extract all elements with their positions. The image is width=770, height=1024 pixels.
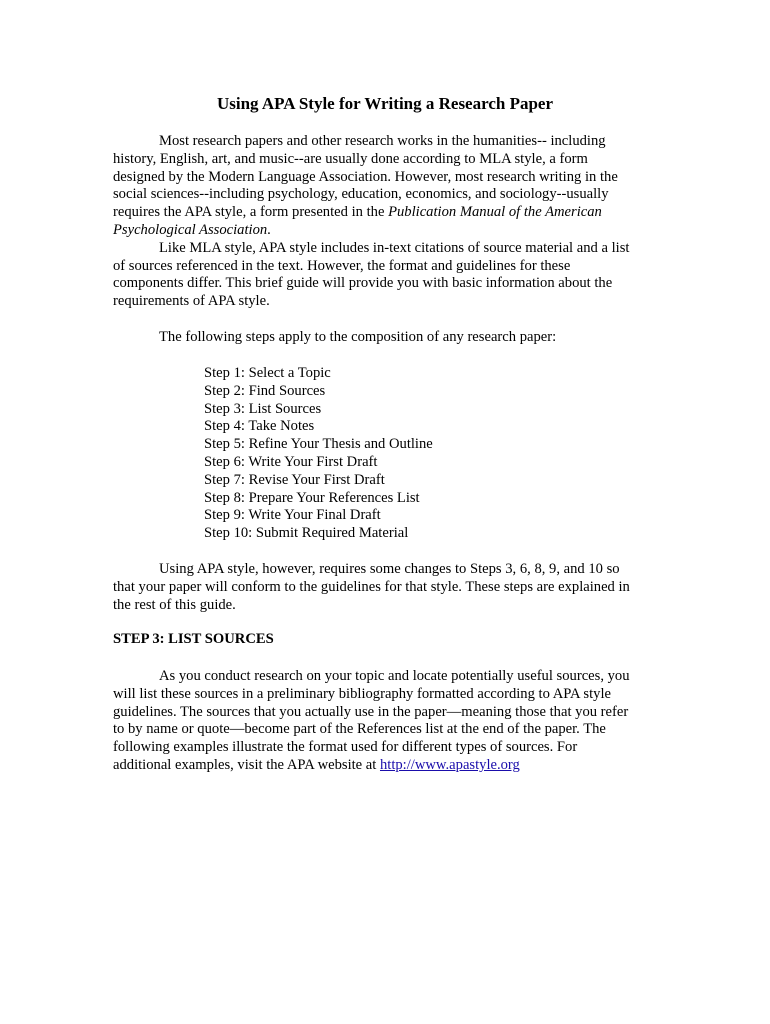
list-sources-line-2: will list these sources in a preliminary bibliography formatted according to APA style: [113, 685, 611, 702]
intro-p1-line-1: Most research papers and other research works in the humanities-- including: [159, 133, 606, 149]
list-sources-line-5: following examples illustrate the format used for different types of sources. For: [113, 739, 578, 756]
intro-p2-line-3: components differ. This brief guide will provide you with basic information about the: [113, 275, 613, 292]
list-sources-line-4: to by name or quote—become part of the References list at the end of the paper. The: [113, 721, 606, 738]
changes-line-2: that your paper will conform to the guidelines for that style. These steps are explained in: [113, 578, 630, 595]
steps-intro: [113, 329, 673, 347]
step-item: Step 2: Find Sources: [204, 382, 326, 399]
intro-p2-line-2: of sources referenced in the text. However, the format and guidelines for these: [113, 257, 571, 274]
steps-intro-text: The following steps apply to the composition of any research paper:: [159, 329, 557, 345]
intro-p1-line-5: [113, 204, 673, 222]
step-item: Step 3: List Sources: [204, 400, 322, 417]
intro-p2-line-1: Like MLA style, APA style includes in-text citations of source material and a list: [159, 239, 630, 256]
publication-manual-title-cont: Psychological Association: [113, 221, 268, 238]
step-item: Step 1: Select a Topic: [204, 365, 331, 381]
intro-p1-line-6-period: .: [267, 221, 271, 238]
list-sources-paragraph: [113, 668, 673, 775]
intro-p1-line-2: history, English, art, and music--are usually done according to MLA style, a form: [113, 150, 588, 167]
intro-p2-line-4: requirements of APA style.: [113, 293, 270, 310]
step-item: Step 7: Revise Your First Draft: [204, 471, 385, 488]
step-item: Step 6: Write Your First Draft: [204, 453, 378, 470]
intro-p1-line-3: designed by the Modern Language Association. However, most research writing in the: [113, 168, 618, 185]
publication-manual-title: Publication Manual of the American: [388, 204, 602, 221]
page-title: Using APA Style for Writing a Research Paper: [216, 94, 554, 113]
intro-p1-line-6: [113, 222, 673, 240]
intro-section: [113, 133, 673, 311]
step-item: Step 10: Submit Required Material: [204, 525, 409, 542]
list-sources-line-6: [113, 757, 673, 775]
apa-website-link[interactable]: http://www.apastyle.org: [379, 756, 520, 773]
step-item: Step 4: Take Notes: [204, 418, 315, 435]
list-sources-line-3: guidelines. The sources that you actually use in the paper—meaning those that you refer: [113, 703, 629, 720]
list-sources-line-1: As you conduct research on your topic and locate potentially useful sources, you: [159, 668, 630, 684]
intro-p1-line-5-text: requires the APA style, a form presented in the: [113, 204, 389, 221]
step-item: Step 8: Prepare Your References List: [204, 489, 420, 506]
steps-list: [204, 365, 433, 543]
list-sources-line-6-text: additional examples, visit the APA website at: [113, 756, 380, 773]
changes-line-1: Using APA style, however, requires some changes to Steps 3, 6, 8, 9, and 10 so: [159, 561, 620, 577]
step-item: Step 9: Write Your Final Draft: [204, 507, 381, 524]
changes-paragraph: [113, 561, 673, 614]
intro-p1-line-4: social sciences--including psychology, education, economics, and sociology--usually: [113, 186, 609, 203]
step-item: Step 5: Refine Your Thesis and Outline: [204, 436, 433, 453]
section-heading: STEP 3: LIST SOURCES: [113, 631, 274, 647]
changes-line-3: the rest of this guide.: [113, 596, 236, 613]
